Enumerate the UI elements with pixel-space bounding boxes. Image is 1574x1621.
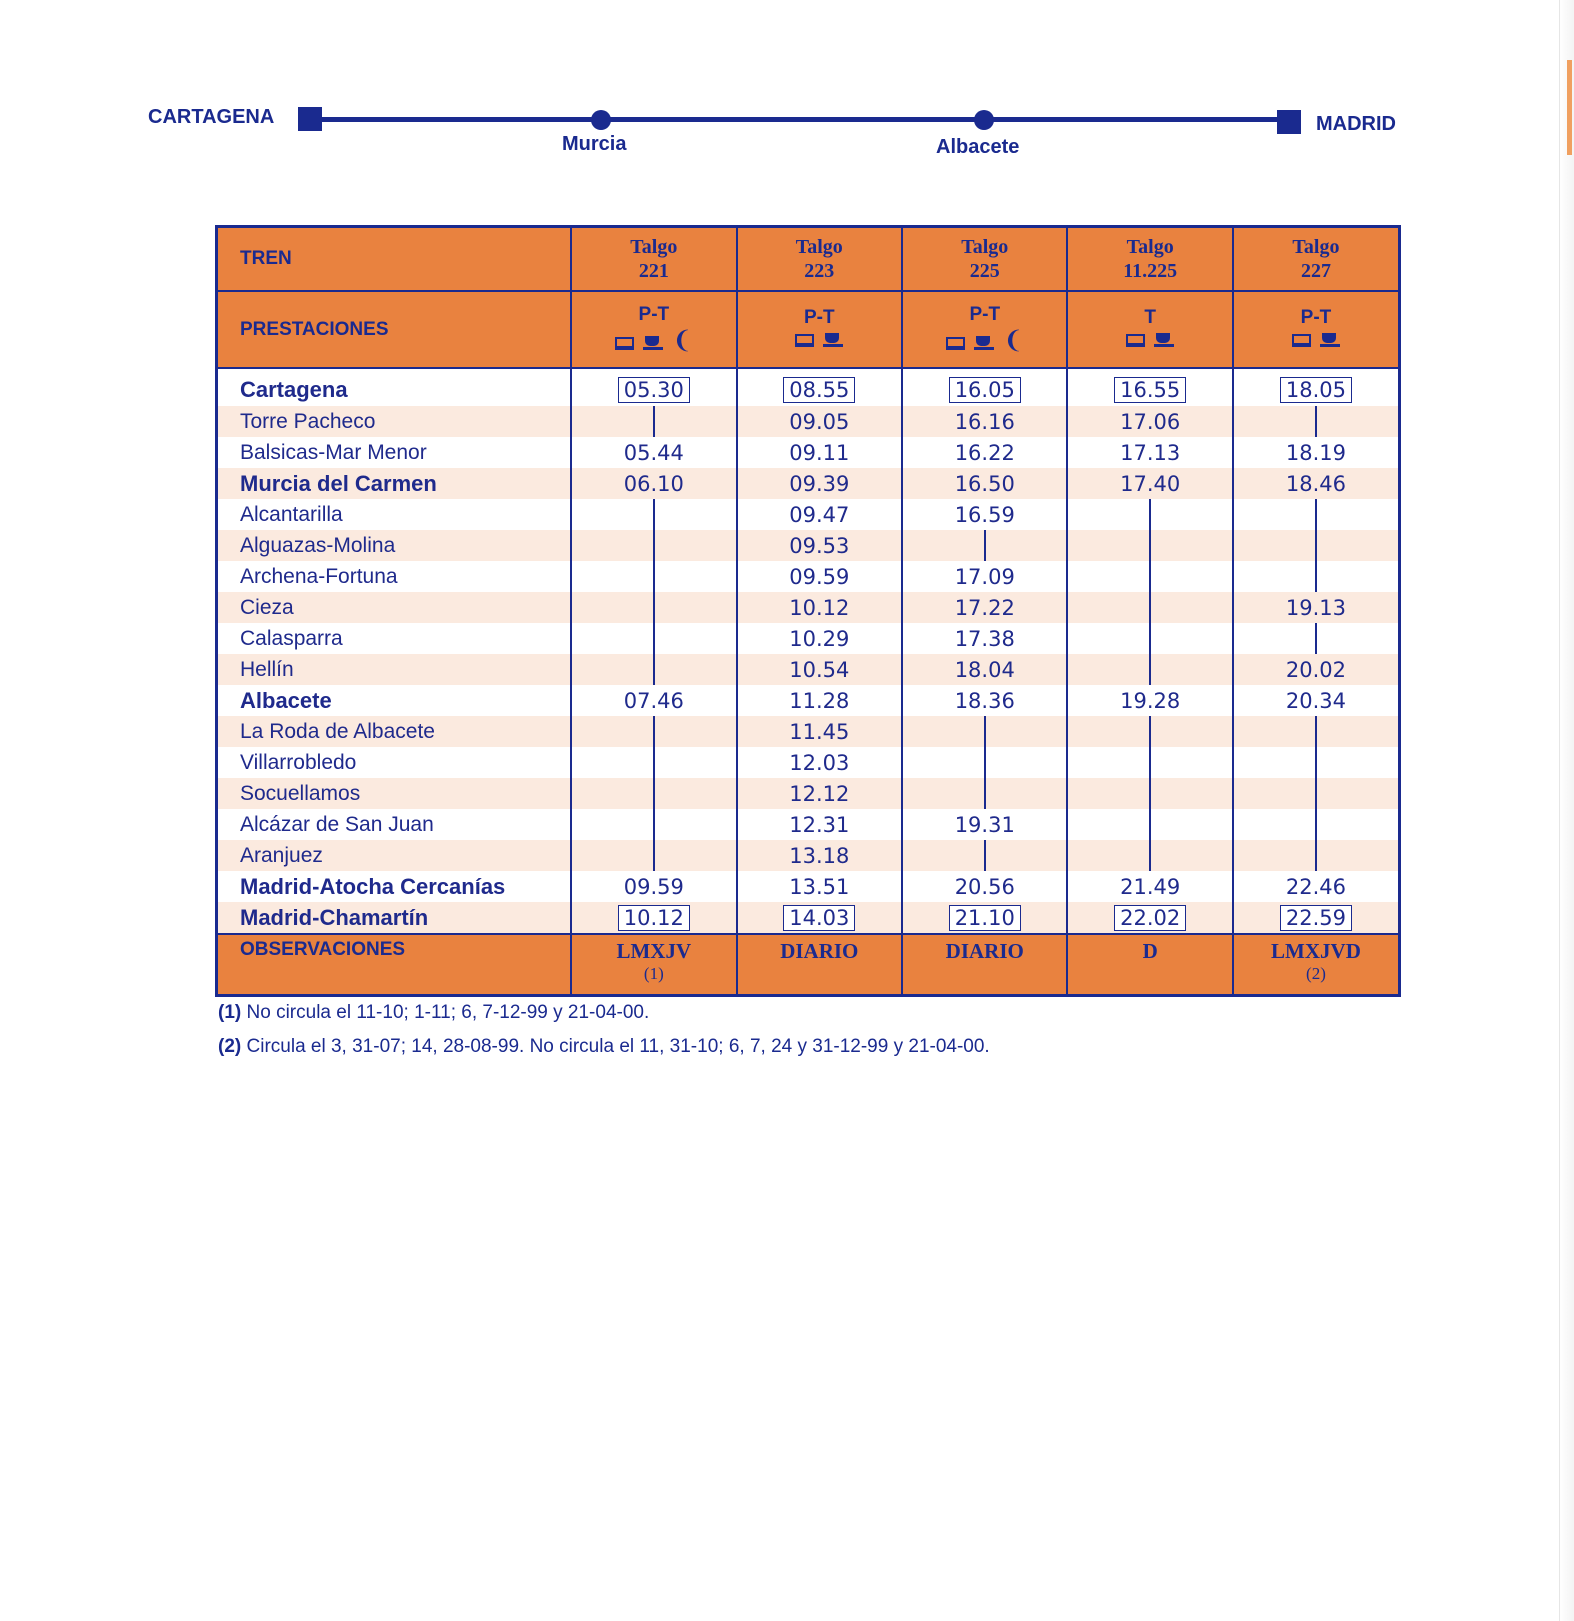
- time-value: 18.36: [954, 688, 1015, 713]
- pass-through-line: [1067, 809, 1232, 840]
- observation-days: LMXJV: [616, 939, 692, 963]
- route-origin: CARTAGENA: [148, 106, 275, 128]
- time-cell: [902, 685, 1067, 716]
- pass-through-line-mark: [1315, 840, 1317, 871]
- time-cell: [902, 809, 1067, 840]
- station-name: Torre Pacheco: [217, 406, 572, 437]
- services-icons: [946, 325, 1024, 354]
- pass-through-line-mark: [653, 654, 655, 685]
- pass-through-line: [571, 592, 736, 623]
- coffee-icon: [643, 336, 663, 350]
- station-row: [217, 716, 1400, 747]
- time-cell: [1067, 368, 1232, 406]
- time-cell: [902, 368, 1067, 406]
- time-value: 06.10: [623, 471, 684, 496]
- pass-through-line: [571, 840, 736, 871]
- time-cell: [902, 406, 1067, 437]
- train-class: P-T: [969, 303, 1001, 325]
- time-cell: [1067, 406, 1232, 437]
- time-cell: [571, 368, 736, 406]
- station-row: [217, 499, 1400, 530]
- time-cell: [902, 902, 1067, 934]
- pass-through-line: [1233, 716, 1400, 747]
- route-stop-label: Albacete: [936, 136, 1020, 158]
- boxed-time: 22.59: [1280, 905, 1352, 931]
- station-row: [217, 561, 1400, 592]
- station-row: [217, 778, 1400, 809]
- pass-through-line-mark: [1149, 561, 1151, 592]
- time-value: 20.02: [1285, 657, 1347, 682]
- station-row: [217, 623, 1400, 654]
- station-name: Cieza: [217, 592, 572, 623]
- observation-days: DIARIO: [945, 939, 1024, 963]
- pass-through-line-mark: [984, 530, 986, 561]
- pass-through-line: [1233, 840, 1400, 871]
- pass-through-line-mark: [984, 716, 986, 747]
- time-cell: [571, 902, 736, 934]
- time-cell: [1067, 468, 1232, 499]
- time-value: 17.40: [1120, 471, 1181, 496]
- time-cell: [1233, 368, 1400, 406]
- pass-through-line: [1233, 809, 1400, 840]
- pass-through-line: [571, 406, 736, 437]
- pass-through-line-mark: [1149, 716, 1151, 747]
- time-value: 13.18: [789, 843, 850, 868]
- time-value: 21.49: [1120, 874, 1181, 899]
- train-number: 223: [804, 260, 835, 282]
- boxed-time: 14.03: [783, 905, 855, 931]
- pass-through-line-mark: [1149, 778, 1151, 809]
- observations-row: [217, 934, 1400, 996]
- pass-through-line: [1233, 406, 1400, 437]
- station-name: Murcia del Carmen: [217, 468, 572, 499]
- time-cell: [902, 468, 1067, 499]
- time-cell: [737, 809, 902, 840]
- train-header-cell: [737, 227, 902, 292]
- pass-through-line-mark: [1315, 747, 1317, 778]
- pass-through-line-mark: [1315, 530, 1317, 561]
- train-header-cell: [571, 227, 736, 292]
- station-name: Villarrobledo: [240, 750, 357, 774]
- pass-through-line-mark: [653, 778, 655, 809]
- pass-through-line-mark: [653, 499, 655, 530]
- station-name: Aranjuez: [217, 840, 572, 871]
- pass-through-line: [1067, 654, 1232, 685]
- time-cell: [737, 561, 902, 592]
- pass-through-line: [902, 747, 1067, 778]
- pass-through-line-mark: [1315, 561, 1317, 592]
- time-cell: [902, 499, 1067, 530]
- pass-through-line-mark: [1149, 499, 1151, 530]
- train-name: Talgo: [630, 236, 678, 258]
- pass-through-line: [1067, 592, 1232, 623]
- observation-cell: [737, 934, 902, 996]
- pass-through-line-mark: [653, 406, 655, 437]
- station-name: Archena-Fortuna: [240, 564, 398, 588]
- prestaciones-header: PRESTACIONES: [217, 291, 572, 368]
- time-value: 09.53: [789, 533, 850, 558]
- time-cell: [571, 871, 736, 902]
- station-row: [217, 368, 1400, 406]
- station-row: [217, 530, 1400, 561]
- time-value: 20.34: [1285, 688, 1347, 713]
- train-header-cell: [902, 227, 1067, 292]
- train-number: 11.225: [1123, 260, 1178, 282]
- pass-through-line-mark: [653, 716, 655, 747]
- time-cell: [571, 437, 736, 468]
- station-name: La Roda de Albacete: [217, 716, 572, 747]
- pass-through-line: [1067, 716, 1232, 747]
- pass-through-line: [571, 809, 736, 840]
- time-value: 12.12: [789, 781, 850, 806]
- train-name: Talgo: [961, 236, 1009, 258]
- train-class: P-T: [1300, 306, 1332, 328]
- pass-through-line: [1067, 530, 1232, 561]
- observation-cell: [1233, 934, 1400, 996]
- route-stop-marker: [974, 110, 994, 130]
- time-value: 12.03: [789, 750, 850, 775]
- station-row: [217, 747, 1400, 778]
- time-cell: [1233, 592, 1400, 623]
- footnote-key: (2): [218, 1036, 242, 1057]
- time-value: 18.46: [1285, 471, 1347, 496]
- pass-through-line: [1067, 747, 1232, 778]
- station-row: [217, 654, 1400, 685]
- services-cell: [571, 291, 736, 368]
- phone-icon: ❨: [1003, 325, 1024, 354]
- time-value: 10.54: [789, 657, 850, 682]
- boxed-time: 05.30: [618, 377, 690, 403]
- pass-through-line-mark: [1315, 809, 1317, 840]
- train-header-row: [217, 227, 1400, 292]
- pass-through-line-mark: [1315, 716, 1317, 747]
- phone-icon: ❨: [672, 325, 693, 354]
- pass-through-line: [1067, 778, 1232, 809]
- time-value: 19.31: [954, 812, 1015, 837]
- observation-note: (1): [643, 964, 664, 983]
- time-cell: [737, 623, 902, 654]
- pass-through-line: [571, 716, 736, 747]
- observation-days: DIARIO: [780, 939, 859, 963]
- time-cell: [571, 685, 736, 716]
- time-value: 19.28: [1120, 688, 1181, 713]
- tv-icon: [1126, 334, 1145, 347]
- observation-note: (2): [1306, 964, 1326, 983]
- station-name: Alcantarilla: [240, 502, 343, 526]
- station-row: [217, 871, 1400, 902]
- time-value: 17.13: [1120, 440, 1181, 465]
- route-destination: MADRID: [1316, 113, 1396, 135]
- services-icons: [615, 325, 693, 354]
- station-name: Cartagena: [240, 376, 348, 402]
- boxed-time: 22.02: [1114, 905, 1186, 931]
- time-cell: [737, 871, 902, 902]
- coffee-icon: [1154, 333, 1174, 347]
- time-cell: [1067, 685, 1232, 716]
- station-name: Alcázar de San Juan: [240, 812, 434, 836]
- pass-through-line: [902, 530, 1067, 561]
- train-class: T: [1144, 306, 1156, 328]
- pass-through-line: [1067, 623, 1232, 654]
- observation-days: LMXJVD: [1271, 939, 1361, 963]
- coffee-icon: [1320, 333, 1340, 347]
- time-cell: [902, 437, 1067, 468]
- observation-days: D: [1142, 939, 1158, 963]
- pass-through-line: [571, 747, 736, 778]
- station-row: [217, 592, 1400, 623]
- pass-through-line: [1233, 747, 1400, 778]
- station-row: [217, 685, 1400, 716]
- services-icons: [795, 333, 843, 347]
- time-cell: [1067, 437, 1232, 468]
- footnote-text: Circula el 3, 31-07; 14, 28-08-99. No circula el 11, 31-10; 6, 7, 24 y 31-12-99 y 21-04-00.: [246, 1036, 990, 1057]
- time-cell: [571, 468, 736, 499]
- pass-through-line: [571, 778, 736, 809]
- station-name: Alguazas-Molina: [217, 530, 572, 561]
- pass-through-line: [902, 778, 1067, 809]
- station-row: [217, 437, 1400, 468]
- train-name: Talgo: [1292, 236, 1340, 258]
- train-number: 227: [1300, 260, 1331, 282]
- footnote-2: [218, 1036, 990, 1058]
- time-value: 16.59: [954, 502, 1015, 527]
- route-destination-marker: [1277, 110, 1301, 134]
- station-name: Calasparra: [240, 626, 343, 650]
- time-value: 09.05: [789, 409, 850, 434]
- time-cell: [1233, 654, 1400, 685]
- time-value: 16.22: [954, 440, 1015, 465]
- station-row: [217, 902, 1400, 934]
- boxed-time: 08.55: [783, 377, 855, 403]
- time-value: 16.16: [954, 409, 1015, 434]
- pass-through-line-mark: [653, 592, 655, 623]
- pass-through-line-mark: [984, 778, 986, 809]
- footnote-key: (1): [218, 1002, 242, 1023]
- time-cell: [737, 716, 902, 747]
- time-cell: [737, 654, 902, 685]
- tv-icon: [946, 337, 965, 350]
- station-row: [217, 809, 1400, 840]
- train-number: 225: [969, 260, 1000, 282]
- time-value: 17.38: [954, 626, 1015, 651]
- time-cell: [737, 902, 902, 934]
- services-cell: [1233, 291, 1400, 368]
- time-value: 19.13: [1285, 595, 1347, 620]
- pass-through-line: [1233, 778, 1400, 809]
- pass-through-line: [571, 499, 736, 530]
- time-cell: [737, 368, 902, 406]
- pass-through-line: [1067, 840, 1232, 871]
- services-icons: [1126, 333, 1174, 347]
- tv-icon: [1292, 334, 1311, 347]
- time-value: 09.59: [623, 874, 684, 899]
- pass-through-line-mark: [984, 747, 986, 778]
- pass-through-line-mark: [1149, 747, 1151, 778]
- pass-through-line: [571, 530, 736, 561]
- pass-through-line-mark: [653, 747, 655, 778]
- time-cell: [737, 530, 902, 561]
- time-cell: [737, 437, 902, 468]
- coffee-icon: [974, 336, 994, 350]
- time-value: 22.46: [1285, 874, 1347, 899]
- page-edge-accent: [1567, 60, 1572, 155]
- time-cell: [1233, 437, 1400, 468]
- time-cell: [1233, 902, 1400, 934]
- time-cell: [737, 840, 902, 871]
- observaciones-header: OBSERVACIONES: [217, 934, 572, 996]
- pass-through-line-mark: [1149, 809, 1151, 840]
- pass-through-line: [902, 716, 1067, 747]
- pass-through-line-mark: [1149, 623, 1151, 654]
- time-cell: [902, 871, 1067, 902]
- train-name: Talgo: [1126, 236, 1174, 258]
- time-value: 10.29: [789, 626, 850, 651]
- time-value: 09.59: [789, 564, 850, 589]
- route-stop-label: Murcia: [562, 133, 627, 155]
- observation-cell: [571, 934, 736, 996]
- pass-through-line: [571, 561, 736, 592]
- station-name: Balsicas-Mar Menor: [240, 440, 427, 464]
- time-cell: [1067, 871, 1232, 902]
- train-header-cell: [1233, 227, 1400, 292]
- boxed-time: 16.05: [949, 377, 1021, 403]
- station-row: [217, 406, 1400, 437]
- pass-through-line-mark: [653, 623, 655, 654]
- time-cell: [902, 561, 1067, 592]
- time-cell: [737, 778, 902, 809]
- train-header-cell: [1067, 227, 1232, 292]
- pass-through-line-mark: [1149, 530, 1151, 561]
- station-name: Madrid-Atocha Cercanías: [240, 873, 506, 899]
- route-line: [310, 117, 1288, 122]
- time-cell: [1233, 871, 1400, 902]
- station-name: Madrid-Chamartín: [217, 902, 572, 934]
- train-class: P-T: [638, 303, 670, 325]
- time-value: 09.11: [789, 440, 850, 465]
- observation-cell: [1067, 934, 1232, 996]
- time-cell: [902, 592, 1067, 623]
- time-cell: [737, 685, 902, 716]
- page-edge: [1559, 0, 1574, 1621]
- time-cell: [902, 623, 1067, 654]
- boxed-time: 21.10: [949, 905, 1021, 931]
- time-cell: [737, 592, 902, 623]
- services-icons: [1292, 333, 1340, 347]
- time-value: 18.19: [1285, 440, 1347, 465]
- pass-through-line: [1233, 530, 1400, 561]
- pass-through-line-mark: [984, 840, 986, 871]
- pass-through-line: [1233, 499, 1400, 530]
- pass-through-line-mark: [1149, 592, 1151, 623]
- time-cell: [737, 747, 902, 778]
- time-value: 13.51: [789, 874, 850, 899]
- time-value: 17.22: [954, 595, 1015, 620]
- observation-cell: [902, 934, 1067, 996]
- train-number: 221: [638, 260, 669, 282]
- boxed-time: 18.05: [1280, 377, 1352, 403]
- pass-through-line: [1067, 499, 1232, 530]
- pass-through-line-mark: [653, 840, 655, 871]
- time-value: 17.09: [954, 564, 1015, 589]
- train-name: Talgo: [795, 236, 843, 258]
- time-value: 10.12: [789, 595, 850, 620]
- pass-through-line-mark: [653, 809, 655, 840]
- time-value: 18.04: [954, 657, 1015, 682]
- pass-through-line: [571, 654, 736, 685]
- services-header-row: [217, 291, 1400, 368]
- time-value: 05.44: [623, 440, 684, 465]
- station-name: Hellín: [217, 654, 572, 685]
- time-cell: [1233, 468, 1400, 499]
- station-row: [217, 468, 1400, 499]
- pass-through-line: [1067, 561, 1232, 592]
- station-name: Socuellamos: [217, 778, 572, 809]
- time-value: 11.45: [789, 719, 850, 744]
- time-value: 09.39: [789, 471, 850, 496]
- pass-through-line-mark: [653, 530, 655, 561]
- pass-through-line-mark: [653, 561, 655, 592]
- time-cell: [737, 406, 902, 437]
- pass-through-line: [1233, 623, 1400, 654]
- services-cell: [902, 291, 1067, 368]
- time-value: 12.31: [789, 812, 850, 837]
- station-row: [217, 840, 1400, 871]
- time-value: 20.56: [954, 874, 1015, 899]
- footnote-1: [218, 1002, 649, 1024]
- tren-header: TREN: [217, 227, 572, 292]
- pass-through-line-mark: [1149, 840, 1151, 871]
- pass-through-line: [902, 840, 1067, 871]
- boxed-time: 16.55: [1114, 377, 1186, 403]
- tv-icon: [615, 337, 634, 350]
- footnote-text: No circula el 11-10; 1-11; 6, 7-12-99 y 21-04-00.: [246, 1002, 650, 1023]
- route-stop-marker: [591, 110, 611, 130]
- boxed-time: 10.12: [618, 905, 690, 931]
- pass-through-line: [1233, 561, 1400, 592]
- pass-through-line: [571, 623, 736, 654]
- tv-icon: [795, 334, 814, 347]
- time-cell: [902, 654, 1067, 685]
- time-value: 09.47: [789, 502, 850, 527]
- time-value: 16.50: [954, 471, 1015, 496]
- time-cell: [1233, 685, 1400, 716]
- pass-through-line-mark: [1315, 778, 1317, 809]
- timetable: [215, 225, 1401, 997]
- time-cell: [737, 468, 902, 499]
- pass-through-line-mark: [1315, 499, 1317, 530]
- time-value: 07.46: [623, 688, 684, 713]
- pass-through-line-mark: [1315, 406, 1317, 437]
- services-cell: [737, 291, 902, 368]
- services-cell: [1067, 291, 1232, 368]
- time-cell: [1067, 902, 1232, 934]
- time-value: 17.06: [1120, 409, 1181, 434]
- time-value: 11.28: [789, 688, 850, 713]
- pass-through-line-mark: [1315, 623, 1317, 654]
- train-class: P-T: [803, 306, 835, 328]
- pass-through-line-mark: [1149, 654, 1151, 685]
- time-cell: [737, 499, 902, 530]
- station-name: Albacete: [240, 687, 332, 713]
- coffee-icon: [823, 333, 843, 347]
